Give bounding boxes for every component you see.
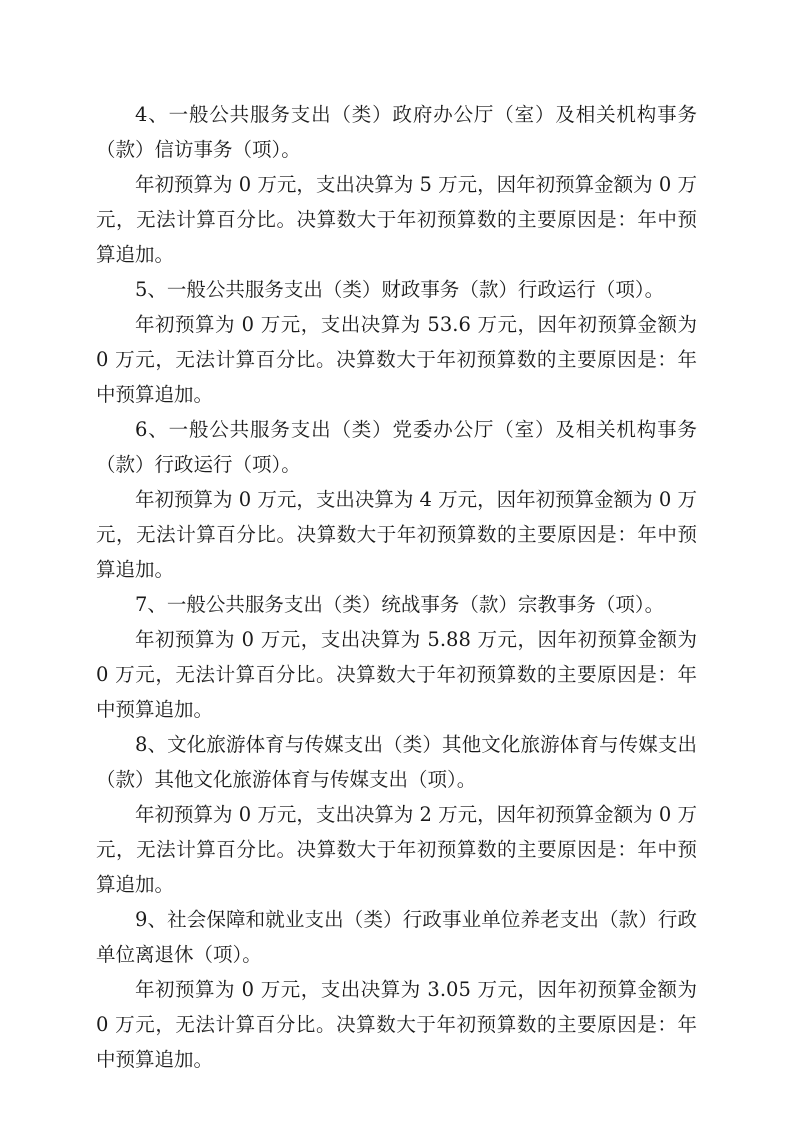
- section-body: 年初预算为 0 万元，支出决算为 53.6 万元，因年初预算金额为 0 万元，无法计算百分比。决算数大于年初预算数的主要原因是：年中预算追加。: [96, 313, 697, 406]
- section-body: 年初预算为 0 万元，支出决算为 4 万元，因年初预算金额为 0 万元，无法计算百分比。决算数大于年初预算数的主要原因是：年中预算追加。: [96, 488, 697, 581]
- section-body: 年初预算为 0 万元，支出决算为 5.88 万元，因年初预算金额为 0 万元，无法计算百分比。决算数大于年初预算数的主要原因是：年中预算追加。: [96, 628, 697, 721]
- budget-item-section-8: [96, 727, 697, 902]
- section-heading: 9、社会保障和就业支出（类）行政事业单位养老支出（款）行政单位离退休（项）。: [96, 908, 697, 966]
- section-heading: 7、一般公共服务支出（类）统战事务（款）宗教事务（项）。: [135, 593, 665, 616]
- document-text-block: [96, 97, 697, 1077]
- section-heading: 6、一般公共服务支出（类）党委办公厅（室）及相关机构事务（款）行政运行（项）。: [96, 418, 697, 476]
- budget-item-section-6: [96, 412, 697, 587]
- section-heading: 4、一般公共服务支出（类）政府办公厅（室）及相关机构事务（款）信访事务（项）。: [96, 103, 697, 161]
- section-heading: 5、一般公共服务支出（类）财政事务（款）行政运行（项）。: [135, 278, 665, 301]
- section-body: 年初预算为 0 万元，支出决算为 5 万元，因年初预算金额为 0 万元，无法计算百分比。决算数大于年初预算数的主要原因是：年中预算追加。: [96, 173, 697, 266]
- section-body: 年初预算为 0 万元，支出决算为 2 万元，因年初预算金额为 0 万元，无法计算百分比。决算数大于年初预算数的主要原因是：年中预算追加。: [96, 803, 697, 896]
- budget-item-section-9: [96, 902, 697, 1077]
- section-heading: 8、文化旅游体育与传媒支出（类）其他文化旅游体育与传媒支出（款）其他文化旅游体育与传媒支出（项）。: [96, 733, 697, 791]
- budget-item-section-7: [96, 587, 697, 727]
- budget-item-section-4: [96, 97, 697, 272]
- section-body: 年初预算为 0 万元，支出决算为 3.05 万元，因年初预算金额为 0 万元，无法计算百分比。决算数大于年初预算数的主要原因是：年中预算追加。: [96, 978, 697, 1071]
- budget-item-section-5: [96, 272, 697, 412]
